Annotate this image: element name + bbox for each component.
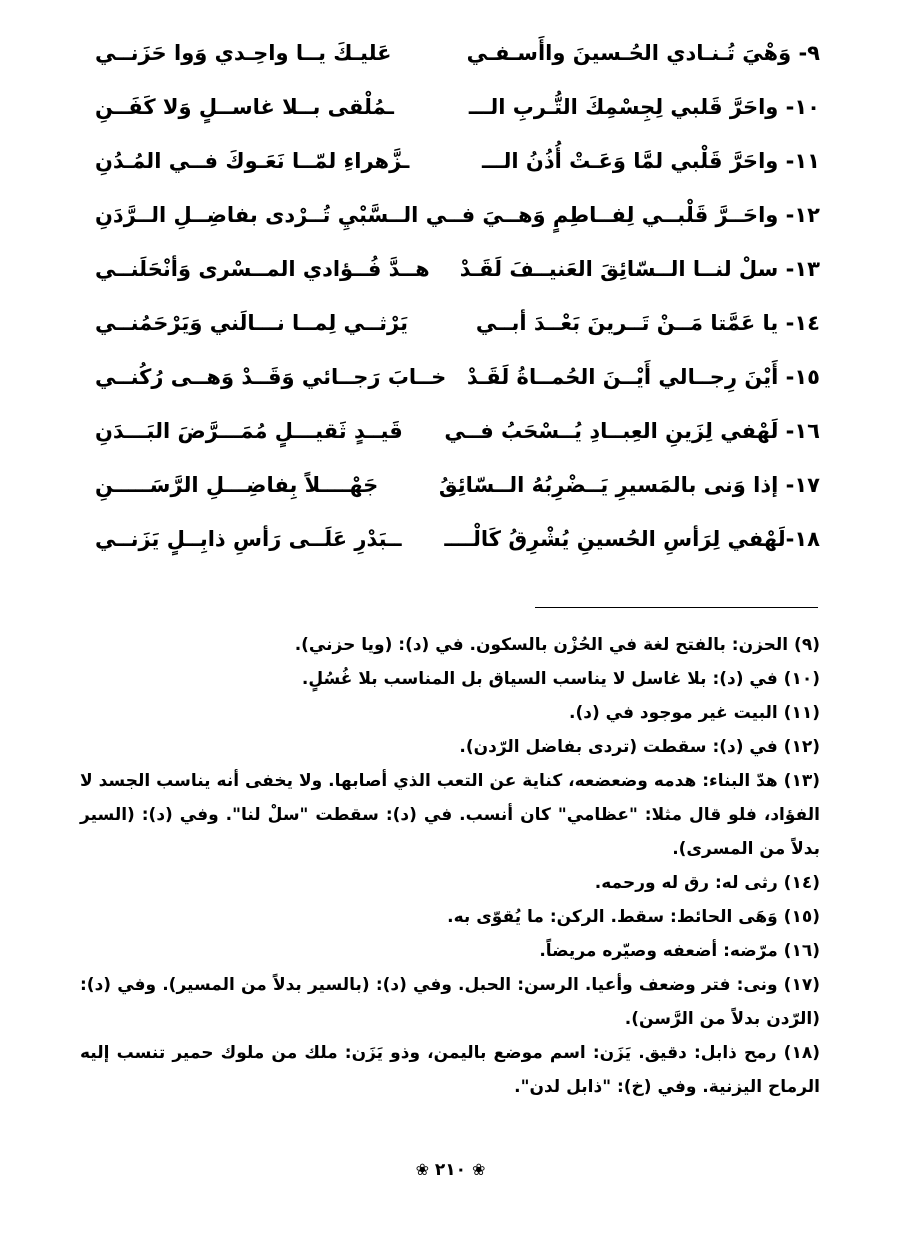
verse-line xyxy=(95,242,820,296)
verse-line xyxy=(95,134,820,188)
verse-second-hemistich: ـزَّهراءِ لمّــا نَعَـوكَ فــي المُـدُنِ xyxy=(95,149,410,173)
footnote: (٩) الحزن: بالفتح لغة في الحُزْن بالسكون. في (د): (ويا حزني). xyxy=(294,635,820,655)
verse-second-hemistich: خــابَ رَجــائي وَقَــدْ وَهــى رُكُنــي xyxy=(95,365,447,389)
footnote: (١١) البيت غير موجود في (د). xyxy=(569,703,820,723)
verse-second-hemistich: الــسَّبْيِ تُــرْدى بفاضِــلِ الــرَّدَنِ xyxy=(95,203,419,227)
verse-first-hemistich: ١٧- إذا وَنى بالمَسيرِ يَــضْرِبُهُ الــسّائِقُ xyxy=(438,473,820,497)
page-number: ٢١٠ xyxy=(434,1160,467,1180)
verse-second-hemistich: قَيــدٍ ثَقيـــلٍ مُمَـــرَّضَ البَـــدَنِ xyxy=(95,419,403,443)
verse-line xyxy=(95,26,820,80)
verse-first-hemistich: ١٠- واحَرَّ قَلبي لِجِسْمِكَ التُّـربِ الـــ xyxy=(468,95,820,119)
verse-first-hemistich: ١٦- لَهْفي لِزَينِ العِبــادِ يُــسْحَبُ فــي xyxy=(444,419,820,443)
verse-line xyxy=(95,80,820,134)
footnote: (١٨) رمح ذابل: دقيق. يَزَن: اسم موضع باليمن، وذو يَزَن: ملك من ملوك حمير تنسب إليه الرماح اليزنية. وفي (خ): "ذابل لدن". xyxy=(80,1043,820,1097)
verse-first-hemistich: ١٣- سلْ لنــا الــسّائِقَ العَنيــفَ لَقَـدْ xyxy=(459,257,820,281)
verse-second-hemistich: ــبَدْرِ عَلَــى رَأسِ ذابِــلٍ يَزَنــي xyxy=(95,527,402,551)
verse-second-hemistich: ـمُلْقى بــلا غاســلٍ وَلا كَفَــنِ xyxy=(95,95,394,119)
verse-first-hemistich: ١٨-لَهْفي لِرَأسِ الحُسينِ يُشْرِقُ كَالْــــ xyxy=(444,527,820,551)
footnote: (١٤) رثى له: رق له ورحمه. xyxy=(594,873,820,893)
footnote: (١٣) هدّ البناء: هدمه وضعضعه، كناية عن التعب الذي أصابها. ولا يخفى أنه يناسب الجسد لا الفؤاد، فلو قال مثلا: "عظامي" كان أنسب. في (د): سقطت "سلْ لنا". وفي (د): (السير بدلاً من المسرى). xyxy=(80,771,820,859)
verse-line xyxy=(95,296,820,350)
verse-line xyxy=(95,188,820,242)
verse-line xyxy=(95,512,820,566)
verse-second-hemistich: جَهْــــلاً بِفاضِـــلِ الرَّسَـــــنِ xyxy=(95,473,379,497)
verse-second-hemistich: يَرْثــي لِمــا نـــالَني وَيَرْحَمُنــي xyxy=(95,311,408,335)
poem-block xyxy=(95,26,820,566)
verse-first-hemistich: ١١- واحَرَّ قَلْبي لمَّا وَعَـتْ أُذُنُ الـــ xyxy=(482,149,820,173)
verse-first-hemistich: ٩- وَهْيَ تُـنـادي الحُـسينَ واأَسـفـي xyxy=(466,41,820,65)
page-number-footer xyxy=(0,1160,901,1180)
footnote: (١٠) في (د): بلا غاسل لا يناسب السياق بل المناسب بلا غُسُلٍ. xyxy=(301,669,820,689)
footnotes-block xyxy=(80,628,820,1104)
footnote: (١٧) ونى: فتر وضعف وأعيا. الرسن: الحبل. وفي (د): (بالسير بدلاً من المسير). وفي (د): (الرّدن بدلاً من الرَّسن). xyxy=(80,975,820,1029)
verse-first-hemistich: ١٤- يا عَمَّتا مَــنْ تَــرينَ بَعْــدَ أبــي xyxy=(475,311,820,335)
verse-first-hemistich: ١٥- أَيْنَ رِجــالي أَيْــنَ الحُمــاةُ لَقَـدْ xyxy=(466,365,820,389)
verse-line xyxy=(95,458,820,512)
ornament-left-icon: ❀ xyxy=(415,1160,429,1179)
footnote: (١٢) في (د): سقطت (تردى بفاضل الرّدن). xyxy=(459,737,820,757)
verse-second-hemistich: هــدَّ فُــؤادي المــسْرى وَأنْحَلَنــي xyxy=(95,257,430,281)
footnote: (١٥) وَهَى الحائط: سقط. الركن: ما يُقوّى به. xyxy=(447,907,820,927)
footnote-divider xyxy=(535,607,818,608)
verse-first-hemistich: ١٢- واحَــرَّ قَلْبــي لِفــاطِمٍ وَهــيَ فــي xyxy=(425,203,820,227)
verse-line xyxy=(95,350,820,404)
footnote: (١٦) مرّضه: أضعفه وصيّره مريضاً. xyxy=(539,941,820,961)
verse-line xyxy=(95,404,820,458)
verse-second-hemistich: عَليـكَ يــا واحِـدي وَوا حَزَنــي xyxy=(95,41,392,65)
ornament-right-icon: ❀ xyxy=(471,1160,486,1179)
